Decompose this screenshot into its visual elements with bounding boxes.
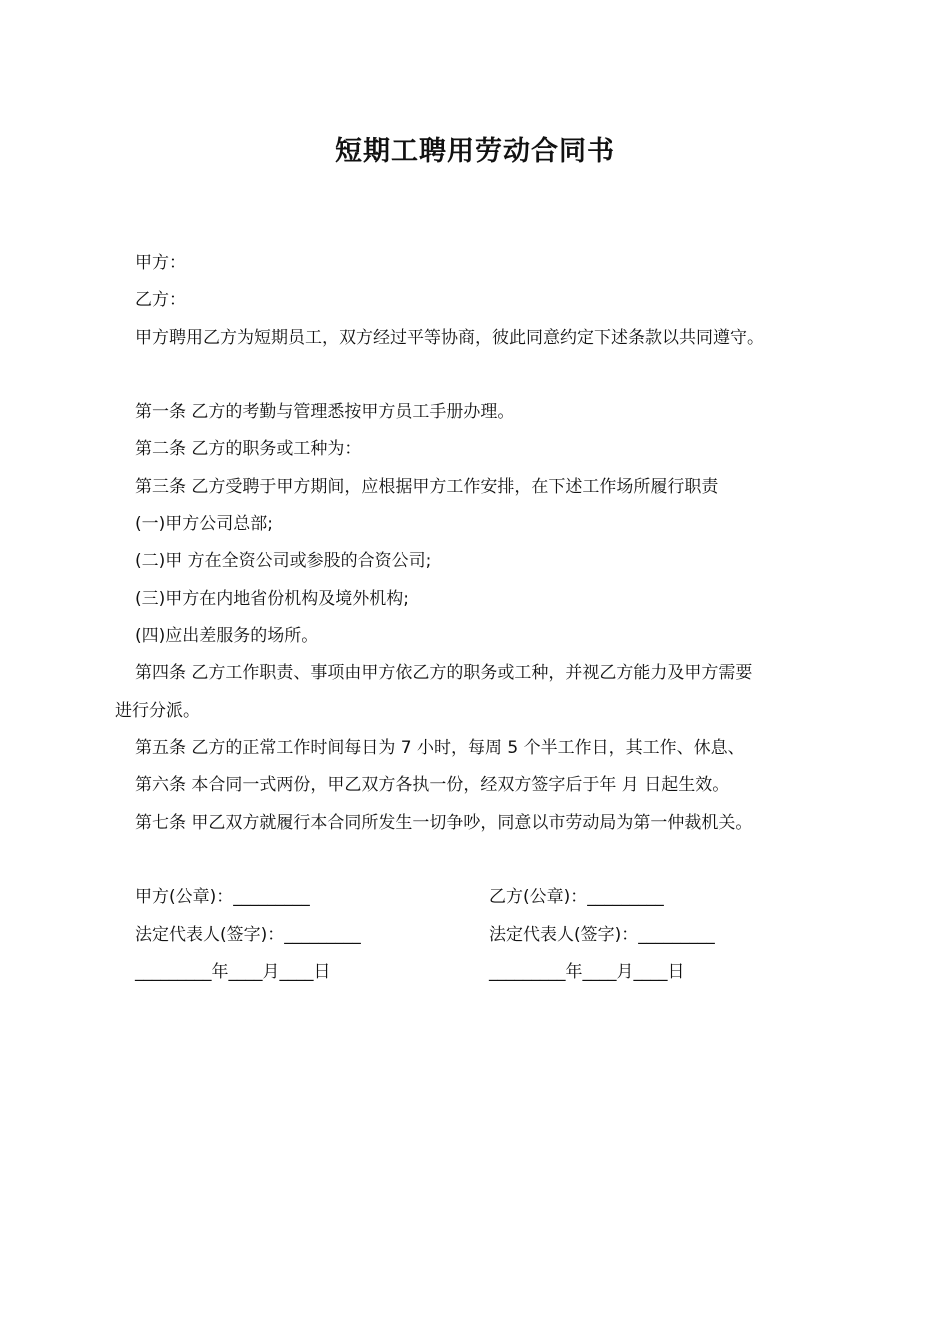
party-a-seal-field: 甲方(公章)：_________ <box>135 887 310 907</box>
intro-paragraph: 甲方聘用乙方为短期员工，双方经过平等协商，彼此同意约定下述条款以共同遵守。 <box>135 328 764 348</box>
party-b-date-field: _________年____月____日 <box>489 962 685 982</box>
party-b-seal-field: 乙方(公章)：_________ <box>489 887 664 907</box>
article-1: 第一条 乙方的考勤与管理悉按甲方员工手册办理。 <box>135 402 515 422</box>
document-title: 短期工聘用劳动合同书 <box>335 136 615 167</box>
party-a-representative-field: 法定代表人(签字)：_________ <box>135 925 361 945</box>
article-3-item-4: (四)应出差服务的场所。 <box>135 626 319 646</box>
article-3: 第三条 乙方受聘于甲方期间，应根据甲方工作安排，在下述工作场所履行职责 <box>135 477 719 497</box>
party-b-line: 乙方： <box>135 290 186 310</box>
party-b-representative-field: 法定代表人(签字)：_________ <box>489 925 715 945</box>
article-3-item-1: (一)甲方公司总部; <box>135 514 273 534</box>
article-5: 第五条 乙方的正常工作时间每日为 7 小时，每周 5 个半工作日，其工作、休息、 <box>135 738 745 758</box>
article-6: 第六条 本合同一式两份，甲乙双方各执一份，经双方签字后于年 月 日起生效。 <box>135 775 730 795</box>
article-4-line-2: 进行分派。 <box>115 701 200 721</box>
article-2: 第二条 乙方的职务或工种为： <box>135 439 362 459</box>
article-3-item-3: (三)甲方在内地省份机构及境外机构; <box>135 589 409 609</box>
party-a-line: 甲方： <box>135 253 186 273</box>
article-7: 第七条 甲乙双方就履行本合同所发生一切争吵，同意以市劳动局为第一仲裁机关。 <box>135 813 753 833</box>
article-4-line-1: 第四条 乙方工作职责、事项由甲方依乙方的职务或工种，并视乙方能力及甲方需要 <box>135 663 753 683</box>
article-3-item-2: (二)甲 方在全资公司或参股的合资公司; <box>135 551 432 571</box>
party-a-date-field: _________年____月____日 <box>135 962 331 982</box>
